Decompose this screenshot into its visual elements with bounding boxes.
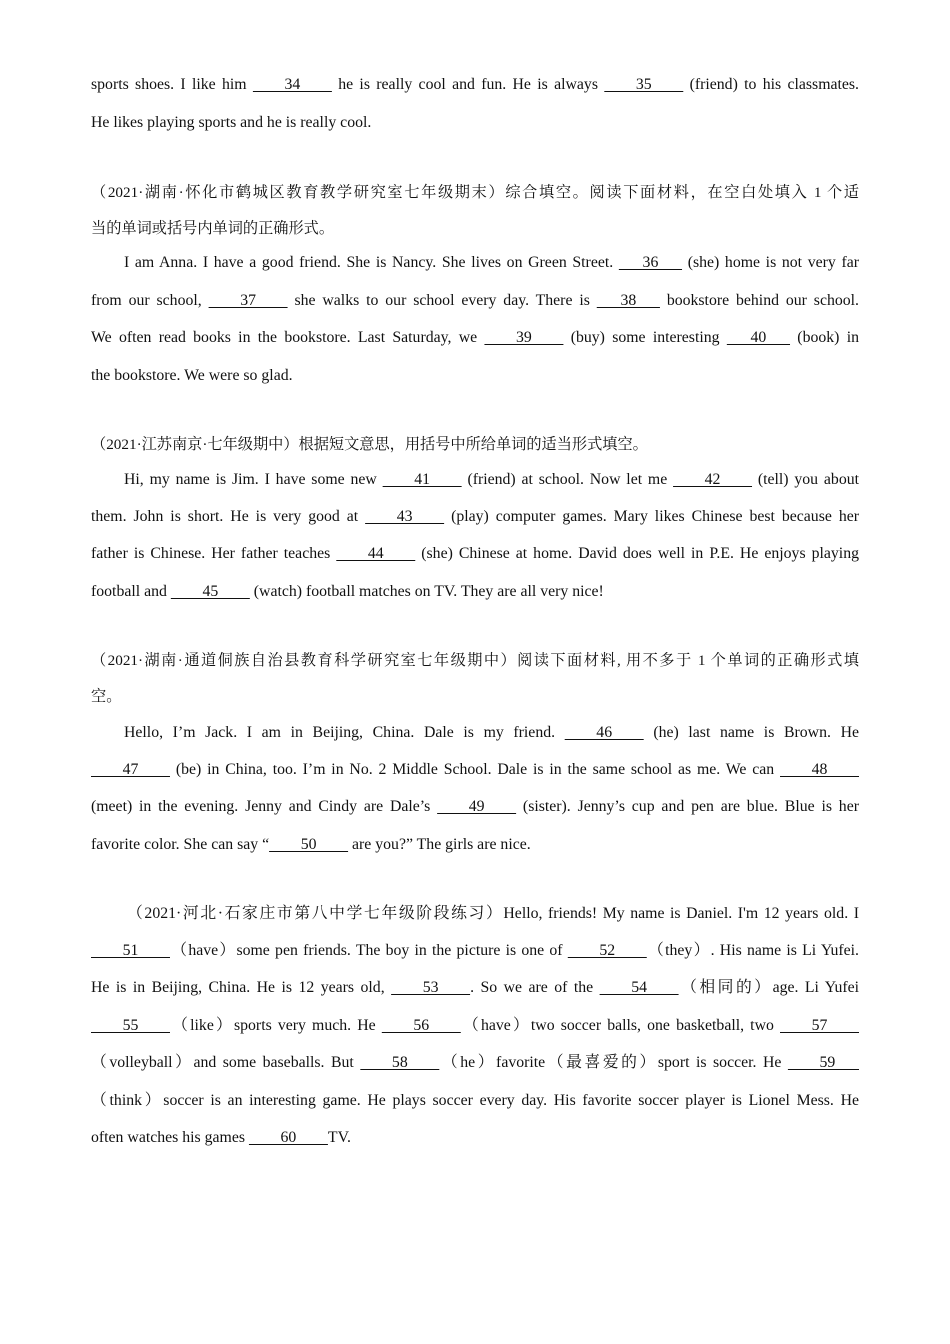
answer-blank-53[interactable]: 53: [391, 979, 471, 996]
answer-blank-58[interactable]: 58: [360, 1054, 440, 1071]
passage-line: [91, 1016, 859, 1036]
section-header: [91, 183, 859, 203]
passage-text: We often read books in the bookstore. Last Saturday, we: [91, 329, 485, 346]
passage-text: （2021·河北·石家庄市第八中学七年级阶段练习）Hello, friends! My name is Daniel. I'm 12 years old. I: [127, 905, 859, 922]
passage-text: father is Chinese. Her father teaches: [91, 545, 337, 562]
passage-text: (book) in: [790, 329, 859, 346]
answer-blank-52[interactable]: 52: [567, 942, 647, 959]
passage-text: . So we are of the: [470, 979, 600, 996]
answer-blank-48[interactable]: 48: [780, 761, 859, 778]
answer-blank-60[interactable]: 60: [248, 1129, 328, 1146]
passage-line: [91, 1128, 859, 1148]
passage-text: are you?” The girls are nice.: [348, 836, 531, 853]
answer-blank-41[interactable]: 41: [382, 471, 462, 488]
passage-text: often watches his games: [91, 1129, 249, 1146]
passage-text: （相同的）age. Li Yufei: [678, 979, 859, 996]
passage-text: sports shoes. I like him: [91, 76, 253, 93]
answer-blank-43[interactable]: 43: [365, 508, 445, 525]
passage-text: （he）favorite（最喜爱的）sport is soccer. He: [439, 1054, 788, 1071]
passage-text: (tell) you about: [752, 471, 859, 488]
passage-text: （think）soccer is an interesting game. He plays soccer every day. His favorite soccer player is Lionel Mess. He: [91, 1092, 859, 1109]
header-text: 当的单词或括号内单词的正确形式。: [91, 220, 334, 237]
passage-line: [91, 1053, 859, 1073]
passage-text: TV.: [327, 1129, 351, 1146]
passage-line: [91, 470, 859, 490]
passage-line: [91, 1091, 859, 1111]
passage-text: (buy) some interesting: [563, 329, 727, 346]
passage-line: [91, 507, 859, 527]
answer-blank-56[interactable]: 56: [381, 1017, 461, 1034]
passage-text: (sister). Jenny’s cup and pen are blue. Blue is her: [516, 798, 859, 815]
passage-line: [91, 113, 859, 133]
passage-text: （they）. His name is Li Yufei.: [646, 942, 859, 959]
answer-blank-40[interactable]: 40: [726, 329, 791, 346]
passage-line: [91, 582, 859, 602]
passage-line: [91, 723, 859, 743]
passage-text: (he) last name is Brown. He: [643, 724, 859, 741]
passage-line: [91, 328, 859, 348]
answer-blank-50[interactable]: 50: [269, 836, 349, 853]
answer-blank-55[interactable]: 55: [91, 1017, 170, 1034]
answer-blank-47[interactable]: 47: [91, 761, 170, 778]
passage-text: football and: [91, 583, 171, 600]
passage-line: [91, 835, 859, 855]
passage-line: [91, 904, 859, 924]
passage-text: from our school,: [91, 292, 209, 309]
header-text: 空。: [91, 688, 122, 705]
section-header: [91, 651, 859, 671]
passage-text: the bookstore. We were so glad.: [91, 367, 293, 384]
passage-text: (she) Chinese at home. David does well in P.E. He enjoys playing: [415, 545, 859, 562]
passage-line: [91, 941, 859, 961]
passage-text: （have）two soccer balls, one basketball, two: [460, 1017, 781, 1034]
passage-text: (she) home is not very far: [682, 254, 859, 271]
passage-line: [91, 253, 859, 273]
passage-text: (play) computer games. Mary likes Chinese best because her: [444, 508, 859, 525]
header-text: （2021·湖南·通道侗族自治县教育科学研究室七年级期中）阅读下面材料, 用不多于 1 个单词的正确形式填: [91, 652, 859, 669]
answer-blank-34[interactable]: 34: [252, 76, 332, 93]
passage-text: (meet) in the evening. Jenny and Cindy are Dale’s: [91, 798, 438, 815]
passage-text: （have）some pen friends. The boy in the picture is one of: [169, 942, 568, 959]
passage-text: she walks to our school every day. There is: [287, 292, 597, 309]
answer-blank-44[interactable]: 44: [336, 545, 416, 562]
passage-text: favorite color. She can say “: [91, 836, 270, 853]
passage-text: bookstore behind our school.: [659, 292, 859, 309]
header-text: （2021·湖南·怀化市鹤城区教育教学研究室七年级期末）综合填空。阅读下面材料，在空白处填入 1 个适: [91, 184, 859, 201]
answer-blank-39[interactable]: 39: [484, 329, 564, 346]
passage-line: [91, 75, 859, 95]
passage-line: [91, 544, 859, 564]
answer-blank-57[interactable]: 57: [780, 1017, 859, 1034]
passage-text: He is in Beijing, China. He is 12 years old,: [91, 979, 392, 996]
passage-line: [91, 366, 859, 386]
section-header: [91, 435, 859, 455]
answer-blank-42[interactable]: 42: [673, 471, 753, 488]
answer-blank-54[interactable]: 54: [599, 979, 679, 996]
answer-blank-36[interactable]: 36: [618, 254, 683, 271]
passage-line: [91, 978, 859, 998]
section-header: [91, 219, 859, 239]
passage-text: (be) in China, too. I’m in No. 2 Middle School. Dale is in the same school as me. We can: [169, 761, 781, 778]
passage-text: (friend) to his classmates.: [683, 76, 860, 93]
passage-line: [91, 760, 859, 780]
answer-blank-46[interactable]: 46: [564, 724, 644, 741]
passage-text: Hello, I’m Jack. I am in Beijing, China. Dale is my friend.: [124, 724, 565, 741]
answer-blank-35[interactable]: 35: [604, 76, 684, 93]
passage-text: He likes playing sports and he is really cool.: [91, 114, 372, 131]
passage-line: [91, 797, 859, 817]
section-header: [91, 687, 859, 707]
answer-blank-59[interactable]: 59: [787, 1054, 859, 1071]
header-text: （2021·江苏南京·七年级期中）根据短文意思，用括号中所给单词的适当形式填空。: [91, 436, 648, 453]
passage-line: [91, 291, 859, 311]
passage-text: Hi, my name is Jim. I have some new: [124, 471, 383, 488]
answer-blank-45[interactable]: 45: [170, 583, 250, 600]
passage-text: (watch) football matches on TV. They are all very nice!: [249, 583, 604, 600]
passage-text: them. John is short. He is very good at: [91, 508, 366, 525]
passage-text: (friend) at school. Now let me: [461, 471, 674, 488]
answer-blank-37[interactable]: 37: [208, 292, 288, 309]
answer-blank-51[interactable]: 51: [91, 942, 170, 959]
passage-text: I am Anna. I have a good friend. She is Nancy. She lives on Green Street.: [124, 254, 619, 271]
answer-blank-49[interactable]: 49: [437, 798, 517, 815]
passage-text: （like）sports very much. He: [169, 1017, 382, 1034]
passage-text: he is really cool and fun. He is always: [331, 76, 605, 93]
passage-text: （volleyball）and some baseballs. But: [91, 1054, 361, 1071]
answer-blank-38[interactable]: 38: [596, 292, 660, 309]
